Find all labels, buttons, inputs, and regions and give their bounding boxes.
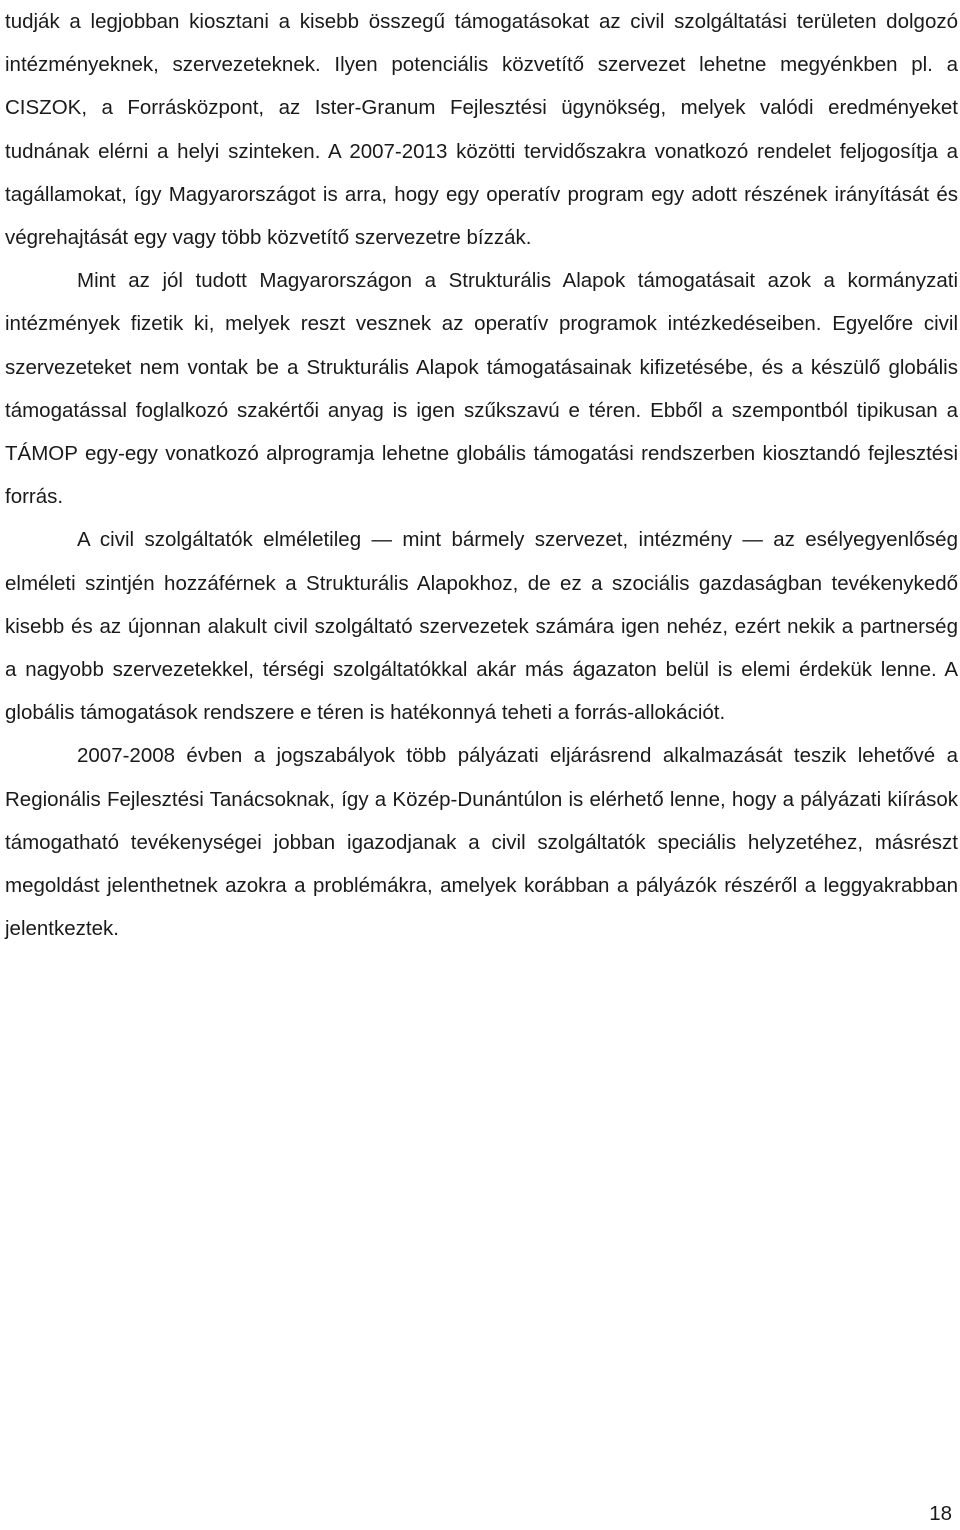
paragraph-3: A civil szolgáltatók elméletileg ― mint bármely szervezet, intézmény ― az esélyegyenlőség elméleti szintjén hozzáférnek a Strukturális Alapokhoz, de ez a szociális gazdaságban tevékenykedő kisebb és az újonnan alakult civil szolgáltató szervezetek számára igen nehéz, ezért nekik a partnerség a nagyobb szervezetekkel, térségi szolgáltatókkal akár más ágazaton belül is elemi érdekük lenne. A globális támogatások rendszere e téren is hatékonnyá teheti a forrás-allokációt. xyxy=(5,528,958,725)
document-page xyxy=(5,0,958,950)
page-number: 18 xyxy=(929,1502,952,1525)
paragraph-4: 2007-2008 évben a jogszabályok több pályázati eljárásrend alkalmazását teszik lehetővé a Regionális Fejlesztési Tanácsoknak, így a Közép-Dunántúlon is elérhető lenne, hogy a pályázati kiírások támogatható tevékenységei jobban igazodjanak a civil szolgáltatók speciális helyzetéhez, másrészt megoldást jelenthetnek azokra a problémákra, amelyek korábban a pályázók részéről a leggyakrabban jelentkeztek. xyxy=(5,744,958,941)
paragraph-1: tudják a legjobban kiosztani a kisebb összegű támogatásokat az civil szolgáltatási területen dolgozó intézményeknek, szervezeteknek. Ilyen potenciális közvetítő szervezet lehetne megyénkben pl. a CISZOK, a Forrásközpont, az Ister-Granum Fejlesztési ügynökség, melyek valódi eredményeket tudnának elérni a helyi szinteken. A 2007-2013 közötti tervidőszakra vonatkozó rendelet feljogosítja a tagállamokat, így Magyarországot is arra, hogy egy operatív program egy adott részének irányítását és végrehajtását egy vagy több közvetítő szervezetre bízzák. xyxy=(5,10,958,250)
paragraph-2: Mint az jól tudott Magyarországon a Strukturális Alapok támogatásait azok a kormányzati intézmények fizetik ki, melyek reszt vesznek az operatív programok intézkedéseiben. Egyelőre civil szervezeteket nem vontak be a Strukturális Alapok támogatásainak kifizetésébe, és a készülő globális támogatással foglalkozó szakértői anyag is igen szűkszavú e téren. Ebből a szempontból tipikusan a TÁMOP egy-egy vonatkozó alprogramja lehetne globális támogatási rendszerben kiosztandó fejlesztési forrás. xyxy=(5,269,958,509)
